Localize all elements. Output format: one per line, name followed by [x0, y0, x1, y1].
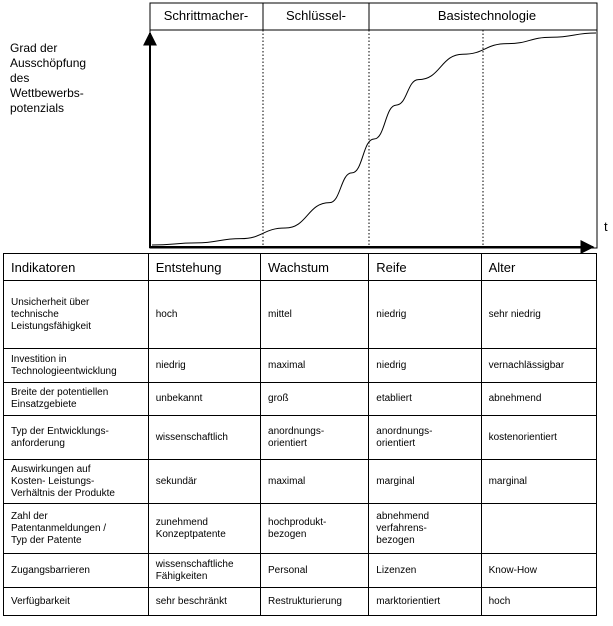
table-cell: wissenschaftliche Fähigkeiten [148, 554, 260, 588]
indicator-table [3, 253, 597, 616]
indicator-cell: Unsicherheit über technische Leistungsfähigkeit [4, 281, 149, 349]
table-cell: abnehmend [481, 383, 596, 416]
indicator-cell: Typ der Entwicklungs- anforderung [4, 416, 149, 460]
table-cell [481, 504, 596, 554]
table-header-row [4, 254, 597, 281]
table-row [4, 349, 597, 383]
indicator-cell: Investition in Technologieentwicklung [4, 349, 149, 383]
indicator-cell: Breite der potentiellen Einsatzgebiete [4, 383, 149, 416]
table-row [4, 416, 597, 460]
table-cell: niedrig [369, 281, 481, 349]
table-row [4, 383, 597, 416]
y-axis-label [10, 41, 130, 116]
table-cell: marktorientiert [369, 588, 481, 616]
table-cell: maximal [261, 349, 369, 383]
x-axis-label: t [604, 219, 608, 234]
header-wachstum: Wachstum [261, 254, 369, 281]
indicator-cell: Auswirkungen auf Kosten- Leistungs- Verhältnis der Produkte [4, 460, 149, 504]
header-indicators: Indikatoren [4, 254, 149, 281]
table-cell: vernachlässigbar [481, 349, 596, 383]
table-cell: zunehmend Konzeptpatente [148, 504, 260, 554]
table-cell: maximal [261, 460, 369, 504]
y-label-line: Ausschöpfung [10, 56, 87, 70]
table-row [4, 281, 597, 349]
table-cell: sehr beschränkt [148, 588, 260, 616]
table-cell: Personal [261, 554, 369, 588]
table-cell: sekundär [148, 460, 260, 504]
header-reife: Reife [369, 254, 481, 281]
table-cell: mittel [261, 281, 369, 349]
table-cell: anordnungs- orientiert [369, 416, 481, 460]
y-label-line: des [10, 71, 30, 85]
table-cell: marginal [369, 460, 481, 504]
phase-label-2: Schlüssel- [286, 8, 346, 23]
phase-label-3: Basistechnologie [437, 8, 537, 23]
table-cell: Know-How [481, 554, 596, 588]
table-row [4, 460, 597, 504]
phase-label-1: Schrittmacher- [163, 8, 249, 23]
table-cell: Restrukturierung [261, 588, 369, 616]
table-cell: groß [261, 383, 369, 416]
table-cell: unbekannt [148, 383, 260, 416]
table-cell: etabliert [369, 383, 481, 416]
indicator-cell: Zugangsbarrieren [4, 554, 149, 588]
header-entstehung: Entstehung [148, 254, 260, 281]
s-curve-line [152, 33, 596, 245]
y-label-line: Wettbewerbs- [10, 86, 84, 100]
table-cell: kostenorientiert [481, 416, 596, 460]
table-row [4, 554, 597, 588]
y-label-line: Grad der [10, 41, 58, 55]
table-cell: hoch [148, 281, 260, 349]
table-cell: hoch [481, 588, 596, 616]
table-row [4, 588, 597, 616]
table-cell: Lizenzen [369, 554, 481, 588]
s-curve-figure [0, 0, 613, 253]
table-cell: abnehmend verfahrens- bezogen [369, 504, 481, 554]
table-row [4, 504, 597, 554]
indicator-cell: Verfügbarkeit [4, 588, 149, 616]
table-cell: hochprodukt- bezogen [261, 504, 369, 554]
table-cell: niedrig [369, 349, 481, 383]
table-cell: anordnungs- orientiert [261, 416, 369, 460]
table-cell: marginal [481, 460, 596, 504]
indicator-cell: Zahl der Patentanmeldungen / Typ der Patente [4, 504, 149, 554]
table-cell: wissenschaftlich [148, 416, 260, 460]
table-cell: sehr niedrig [481, 281, 596, 349]
table-cell: niedrig [148, 349, 260, 383]
header-alter: Alter [481, 254, 596, 281]
y-label-line: potenzials [10, 101, 65, 115]
